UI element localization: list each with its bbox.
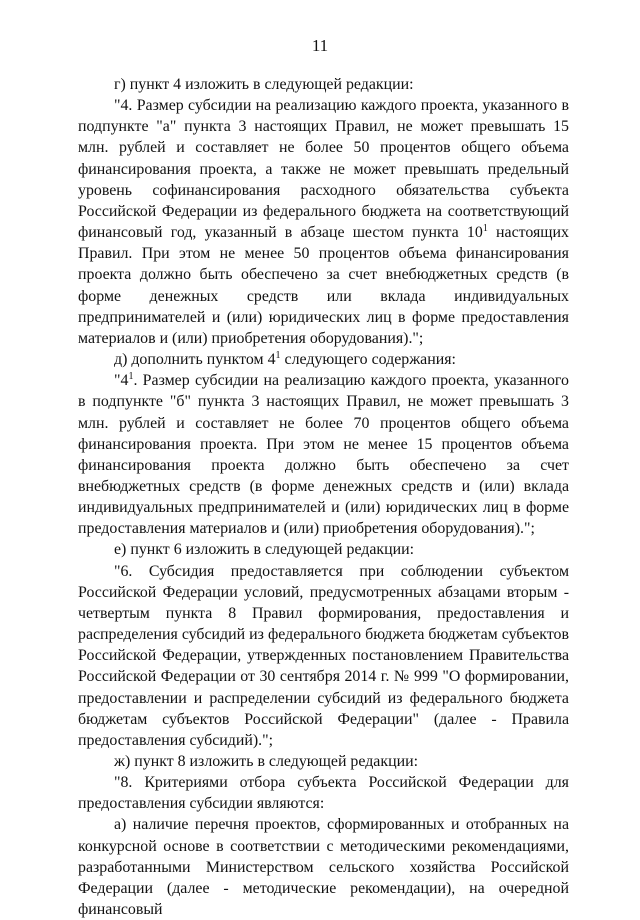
- paragraph-point-6: [78, 561, 569, 751]
- superscript: 1: [128, 371, 134, 383]
- superscript: 1: [482, 223, 488, 235]
- superscript: 1: [275, 350, 281, 362]
- paragraph-item-e: [78, 539, 569, 560]
- paragraph-point-4-1: [78, 370, 569, 539]
- paragraph-item-zh: [78, 751, 569, 772]
- paragraph-text: "6. Субсидия предоставляется при соблюдении субъектом Российской Федерации условий, предусмотренных абзацами вторым - четвертым пункта 8 Правил формирования, предоставления и распределения субсидий из федерального бюджета бюджетам субъектов Российской Федерации, утвержденных постановлением Правительства Российской Федерации от 30 сентября 2014 г. № 999 "О формировании, предоставлении и распределении субсидий из федерального бюджета бюджетам субъектов Российской Федерации" (далее - Правила предоставления субсидий).";: [78, 562, 569, 749]
- paragraph-text: "8. Критериями отбора субъекта Российской Федерации для предоставления субсидии являются:: [78, 774, 569, 813]
- document-body: [78, 74, 569, 920]
- paragraph-point-4: [78, 95, 569, 349]
- paragraph-item-d: [78, 349, 569, 370]
- paragraph-text: "4. Размер субсидии на реализацию каждого проекта, указанного в подпункте "а" пункта 3 настоящих Правил, не может превышать 15 млн. рублей и составляет не более 50 процентов общего объема финансирования проекта, а также не может превышать предельный уровень софинансирования расходного обязательства субъекта Российской Федерации из федерального бюджета на соответствующий финансовый год, указанный в абзаце шестом пункта 10: [78, 97, 569, 242]
- paragraph-text: а) наличие перечня проектов, сформированных и отобранных на конкурсной основе в соответствии с методическими рекомендациями, разработанными Министерством сельского хозяйства Российской Федерации (далее - методические рекомендации), на очередной финансовый: [78, 816, 569, 919]
- paragraph-text: ж) пункт 8 изложить в следующей редакции:: [114, 753, 418, 770]
- paragraph-text: г) пункт 4 изложить в следующей редакции:: [114, 76, 414, 93]
- paragraph-text-continued: следующего содержания:: [280, 351, 456, 369]
- paragraph-text-continued: . Размер субсидии на реализацию каждого проекта, указанного в подпункте "б" пункта 3 настоящих Правил, не может превышать 3 млн. рублей и составляет не более 70 процентов общего объема финансирования проекта. При этом не менее 15 процентов объема финансирования проекта должно быть обеспечено за счет внебюджетных средств (в форме денежных средств и (или) вклада индивидуальных предпринимателей и (или) юридических лиц в форме предоставления материалов и (или) приобретения оборудования).";: [78, 372, 569, 538]
- paragraph-subitem-a: [78, 814, 569, 920]
- paragraph-text-continued: настоящих Правил. При этом не менее 50 процентов объема финансирования проекта должно быть обеспечено за счет внебюджетных средств (в форме денежных средств или вклада индивидуальных предпринимателей и (или) юридических лиц в форме предоставления материалов и (или) приобретения оборудования).";: [78, 224, 569, 347]
- paragraph-item-g: [78, 74, 569, 95]
- paragraph-text: д) дополнить пунктом 4: [114, 351, 276, 369]
- paragraph-point-8: [78, 772, 569, 814]
- page-number: 11: [311, 36, 329, 55]
- paragraph-text: "4: [114, 372, 129, 390]
- paragraph-text: е) пункт 6 изложить в следующей редакции:: [114, 541, 415, 559]
